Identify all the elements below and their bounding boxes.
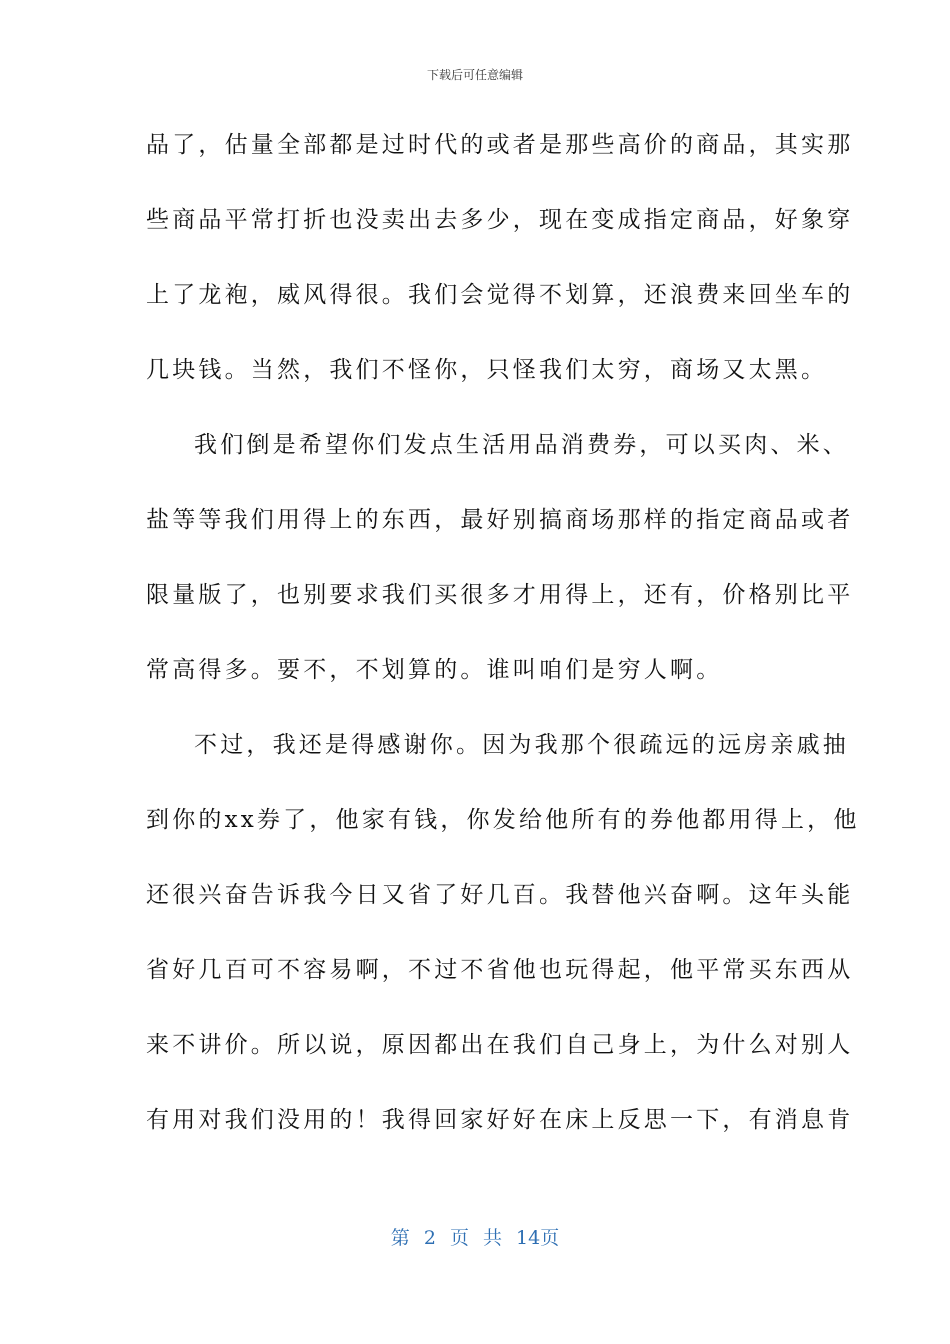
text-line: 几块钱。当然，我们不怪你，只怪我们太穷，商场又太黑。 <box>146 357 828 383</box>
text-line: 来不讲价。所以说，原因都出在我们自己身上，为什么对别人 <box>146 1032 854 1058</box>
body-text <box>146 120 860 1170</box>
page-number: 第 2 页 共 14页 <box>390 1227 560 1249</box>
text-line: 上了龙袍，威风得很。我们会觉得不划算，还浪费来回坐车的 <box>146 282 854 308</box>
text-line: 还很兴奋告诉我今日又省了好几百。我替他兴奋啊。这年头能 <box>146 882 854 908</box>
text-line: 盐等等我们用得上的东西，最好别搞商场那样的指定商品或者 <box>146 507 854 533</box>
text-line: 限量版了，也别要求我们买很多才用得上，还有，价格别比平 <box>146 582 854 608</box>
paragraph-first-line: 不过，我还是得感谢你。因为我那个很疏远的远房亲戚抽 <box>194 732 849 758</box>
text-line: 些商品平常打折也没卖出去多少，现在变成指定商品，好象穿 <box>146 207 854 233</box>
text-line: 常高得多。要不，不划算的。谁叫咱们是穷人啊。 <box>146 657 723 683</box>
text-line: 品了，估量全部都是过时代的或者是那些高价的商品，其实那 <box>146 132 854 158</box>
text-line: 省好几百可不容易啊，不过不省他也玩得起，他平常买东西从 <box>146 957 854 983</box>
page-header: 下载后可任意编辑 <box>426 68 523 82</box>
text-line: 到你的xx券了，他家有钱，你发给他所有的券他都用得上，他 <box>146 807 860 833</box>
text-line: 有用对我们没用的！我得回家好好在床上反思一下，有消息肯 <box>146 1107 854 1133</box>
paragraph-first-line: 我们倒是希望你们发点生活用品消费券，可以买肉、米、 <box>194 432 849 458</box>
